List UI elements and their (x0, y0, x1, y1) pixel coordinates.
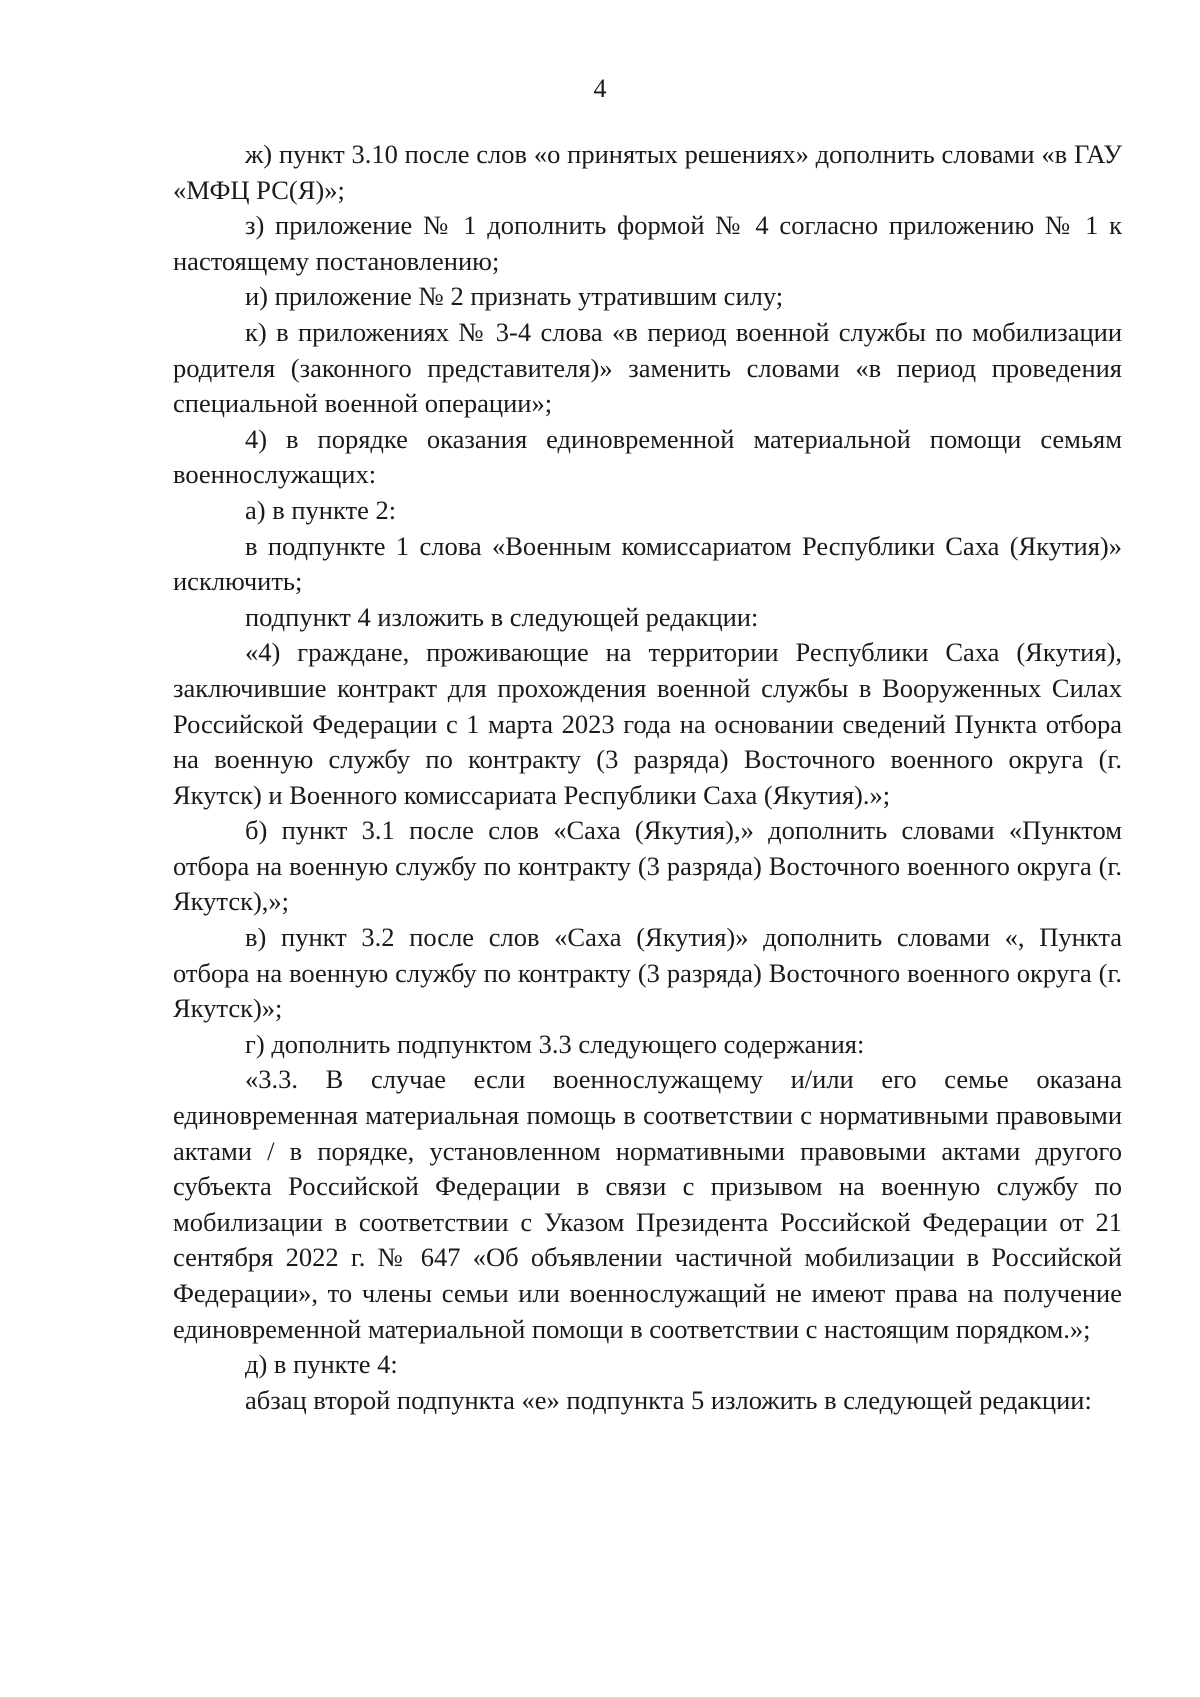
paragraph-d-item: д) в пункте 4: (245, 1349, 398, 1380)
paragraph-g-item: г) дополнить подпунктом 3.3 следующего содержания: (245, 1028, 865, 1059)
paragraph-subitem-4-intro: подпункт 4 изложить в следующей редакции: (245, 601, 759, 632)
paragraph-zh-item: ж) пункт 3.10 после слов «о принятых решениях» дополнить словами «в ГАУ «МФЦ РС(Я)»; (173, 139, 1122, 205)
paragraph-a-item: а) в пункте 2: (245, 494, 397, 525)
paragraph-b-item: б) пункт 3.1 после слов «Саха (Якутия),» дополнить словами «Пунктом отбора на военную службу по контракту (3 разряда) Восточного военного округа (г. Якутск),»; (173, 815, 1122, 917)
paragraph-item-3-3-text: «3.3. В случае если военнослужащему и/или его семье оказана единовременная материальная помощь в соответствии с нормативными правовыми актами / в порядке, установленном нормативными правовыми актами другого субъекта Российской Федерации в связи с призывом на военную службу по мобилизации в соответствии с Указом Президента Российской Федерации от 21 сентября 2022 г. № 647 «Об объявлении частичной мобилизации в Российской Федерации», то члены семьи или военнослужащий не имеют права на получение единовременной материальной помощи в соответствии с настоящим порядком.»; (173, 1064, 1122, 1344)
document-body (173, 137, 1122, 1418)
paragraph-z-item: з) приложение № 1 дополнить формой № 4 согласно приложению № 1 к настоящему постановлению; (173, 210, 1122, 276)
page-number: 4 (593, 74, 607, 103)
paragraph-item-4: 4) в порядке оказания единовременной материальной помощи семьям военнослужащих: (173, 423, 1122, 490)
paragraph-k-item: к) в приложениях № 3-4 слова «в период военной службы по мобилизации родителя (законного представителя)» заменить словами «в период проведения специальной военной операции»; (173, 316, 1122, 419)
paragraph-subitem-4-text: «4) граждане, проживающие на территории Республики Саха (Якутия), заключившие контракт для прохождения военной службы в Вооруженных Силах Российской Федерации с 1 марта 2023 года на основании сведений Пункта отбора на военную службу по контракту (3 разряда) Восточного военного округа (г. Якутск) и Военного комиссариата Республики Саха (Якутия).»; (173, 637, 1122, 810)
paragraph-i-item: и) приложение № 2 признать утратившим силу; (245, 281, 784, 312)
paragraph-subitem-1: в подпункте 1 слова «Военным комиссариатом Республики Саха (Якутия)» исключить; (173, 530, 1122, 597)
paragraph-subitem-e-intro: абзац второй подпункта «е» подпункта 5 изложить в следующей редакции: (245, 1384, 1092, 1415)
paragraph-v-item: в) пункт 3.2 после слов «Саха (Якутия)» дополнить словами «, Пункта отбора на военную службу по контракту (3 разряда) Восточного военного округа (г. Якутск)»; (173, 922, 1122, 1024)
